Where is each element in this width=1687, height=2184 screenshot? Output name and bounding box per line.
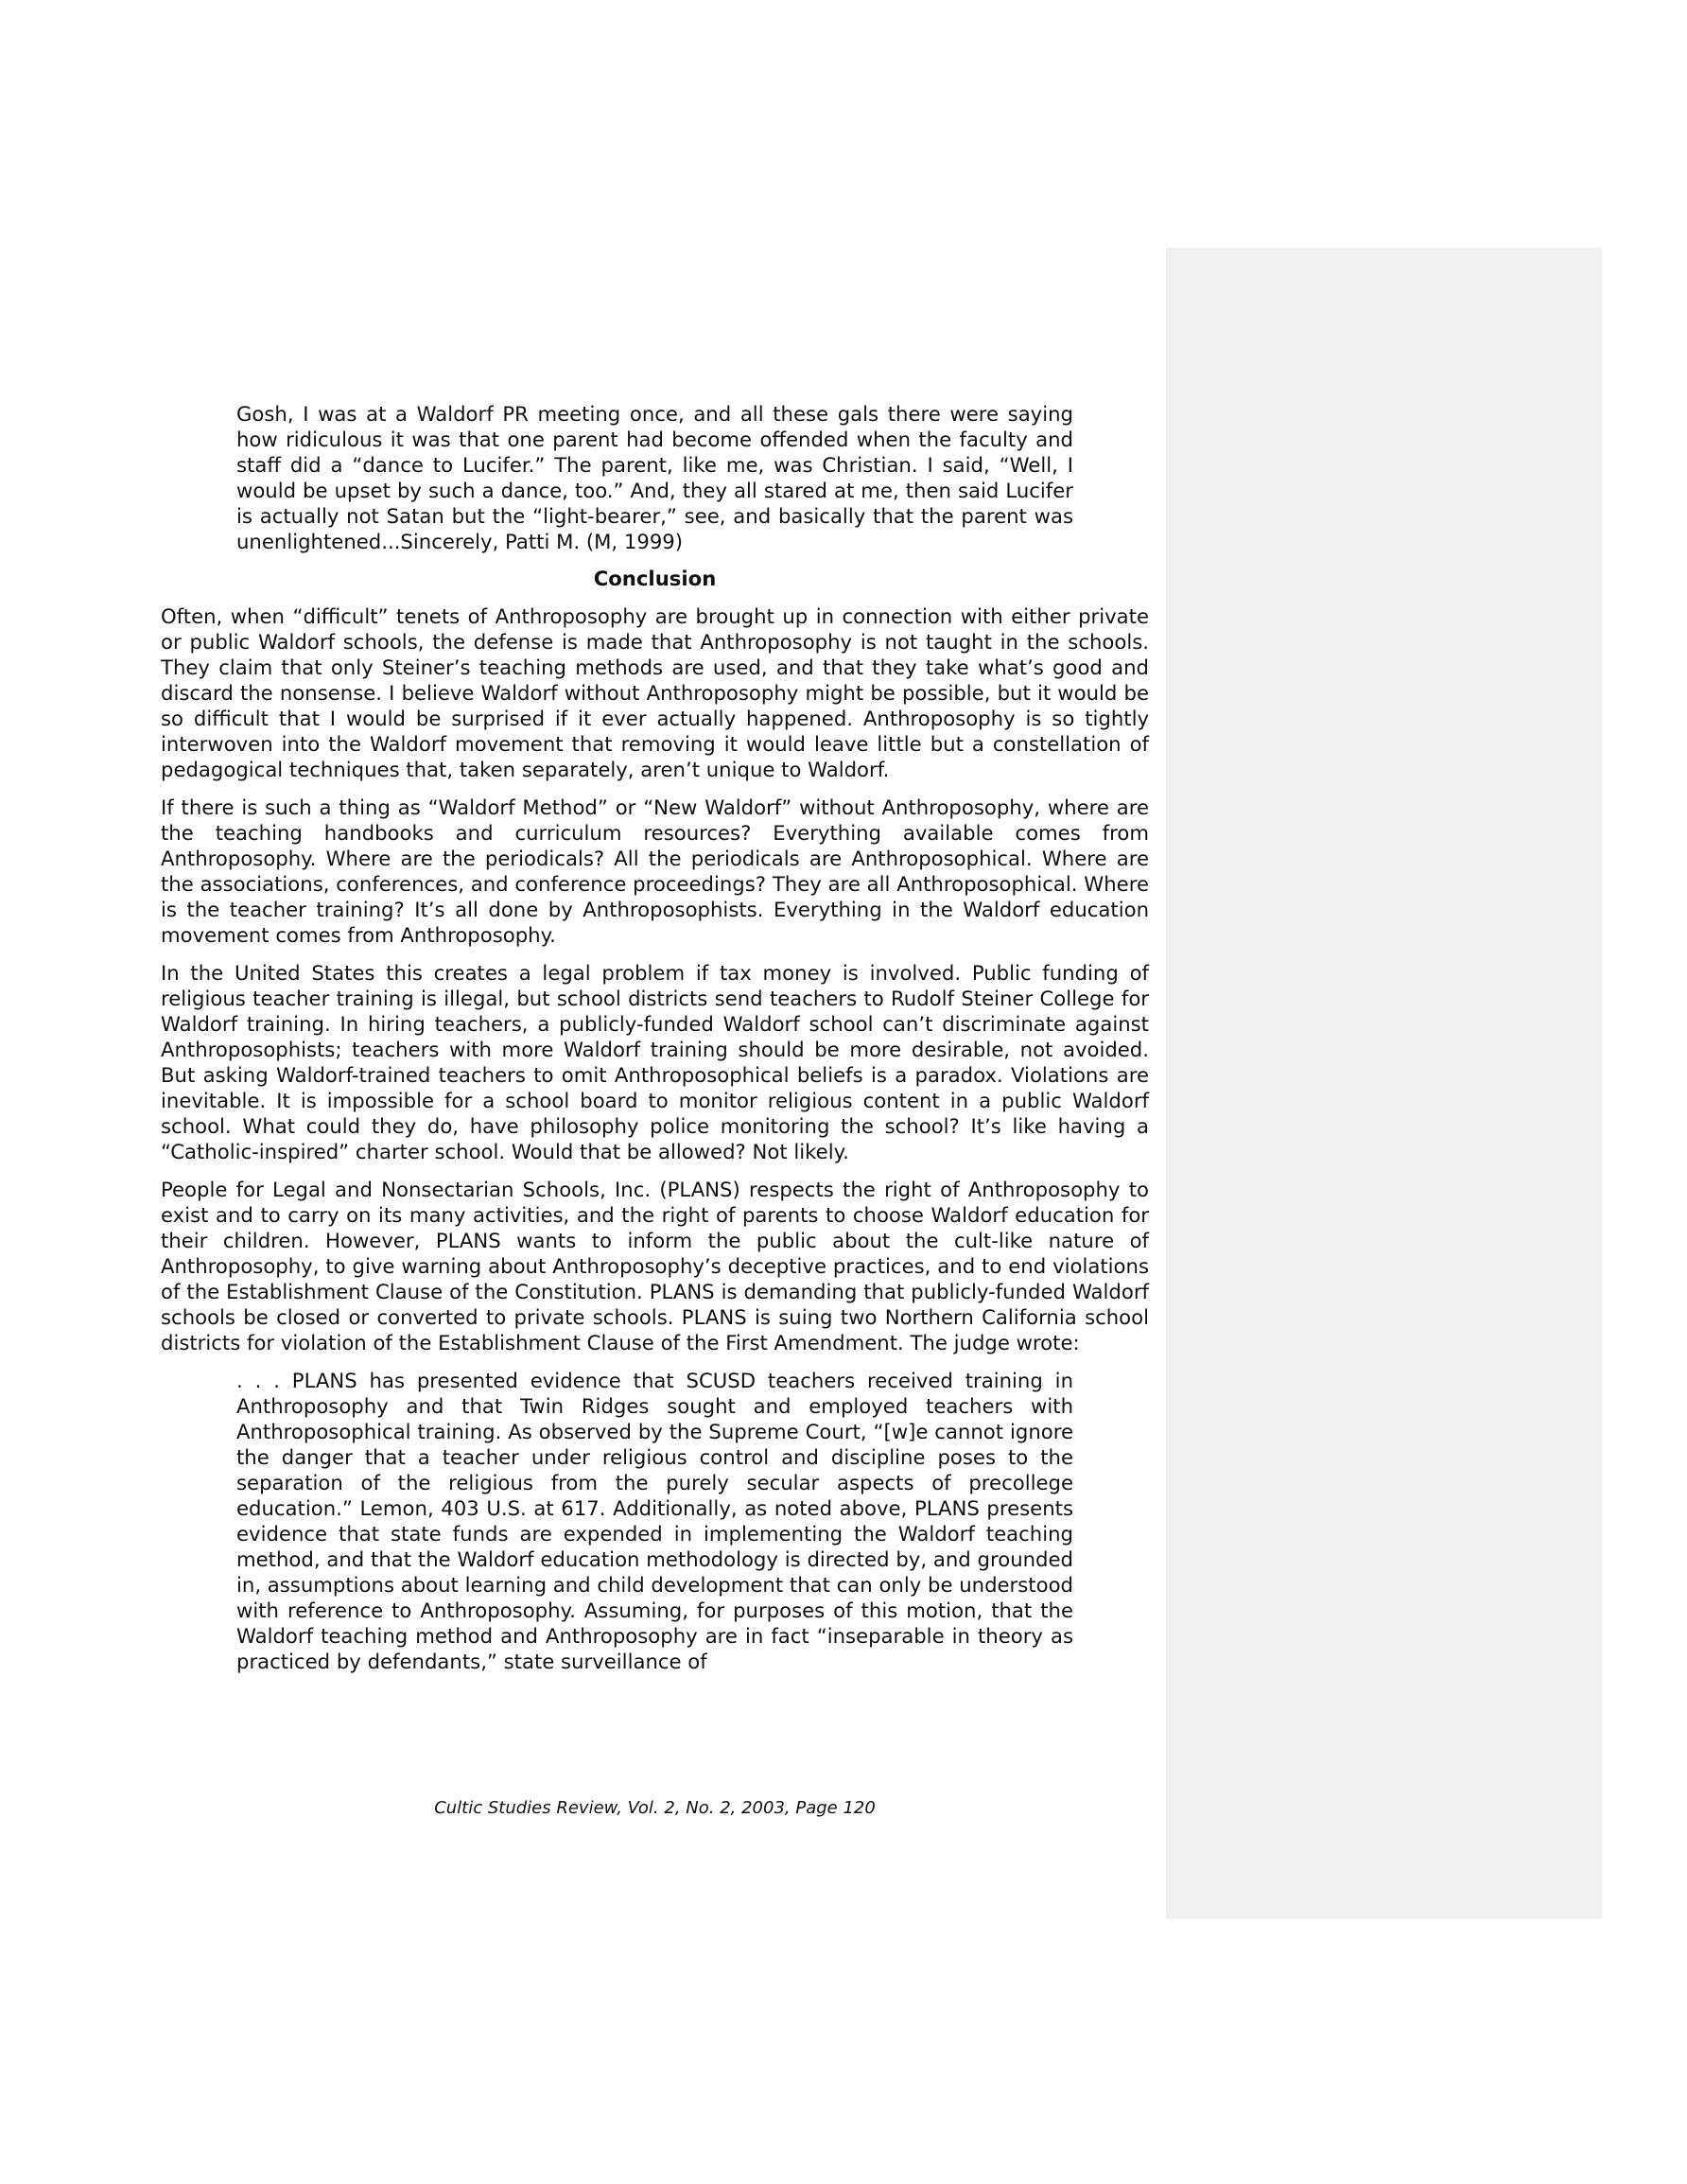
body-paragraph: People for Legal and Nonsectarian Schools, Inc. (PLANS) respects the right of Anthroposophy to exist and to carry on its many activities, and the right of parents to choose Waldorf education for their children. However, PLANS wants to inform the public about the cult-like nature of Anthroposophy, to give warning about Anthroposophy’s deceptive practices, and to end violations of the Establishment Clause of the Constitution. PLANS is demanding that publicly-funded Waldorf schools be closed or converted to private schools. PLANS is suing two Northern California school districts for violation of the Establishment Clause of the First Amendment. The judge wrote: xyxy=(161,1178,1149,1354)
section-heading-conclusion: Conclusion xyxy=(593,567,717,590)
body-paragraph: Often, when “difficult” tenets of Anthroposophy are brought up in connection with either private or public Waldorf schools, the defense is made that Anthroposophy is not taught in the schools. They claim that only Steiner’s teaching methods are used, and that they take what’s good and discard the nonsense. I believe Waldorf without Anthroposophy might be possible, but it would be so difficult that I would be surprised if it ever actually happened. Anthroposophy is so tightly interwoven into the Waldorf movement that removing it would leave little but a constellation of pedagogical techniques that, taken separately, aren’t unique to Waldorf. xyxy=(161,604,1149,781)
opening-block-quote: Gosh, I was at a Waldorf PR meeting once, and all these gals there were saying how ridiculous it was that one parent had become offended when the faculty and staff did a “dance to Lucifer.” The parent, like me, was Christian. I said, “Well, I would be upset by such a dance, too.” And, they all stared at me, then said Lucifer is actually not Satan but the “light-bearer,” see, and basically that the parent was unenlightened...Sincerely, Patti M. (M, 1999) xyxy=(236,402,1073,553)
document-body xyxy=(161,401,1149,1686)
comment-margin-pane xyxy=(1166,248,1602,1919)
body-paragraph: If there is such a thing as “Waldorf Method” or “New Waldorf” without Anthroposophy, where are the teaching handbooks and curriculum resources? Everything available comes from Anthroposophy. Where are the periodicals? All the periodicals are Anthroposophical. Where are the associations, conferences, and conference proceedings? They are all Anthroposophical. Where is the teacher training? It’s all done by Anthroposophists. Everything in the Waldorf education movement comes from Anthroposophy. xyxy=(161,795,1149,947)
body-paragraph: In the United States this creates a legal problem if tax money is involved. Public funding of religious teacher training is illegal, but school districts send teachers to Rudolf Steiner College for Waldorf training. In hiring teachers, a publicly-funded Waldorf school can’t discriminate against Anthroposophists; teachers with more Waldorf training should be more desirable, not avoided. But asking Waldorf-trained teachers to omit Anthroposophical beliefs is a paradox. Violations are inevitable. It is impossible for a school board to monitor religious content in a public Waldorf school. What could they do, have philosophy police monitoring the school? It’s like having a “Catholic-inspired” charter school. Would that be allowed? Not likely. xyxy=(161,961,1149,1163)
page-footer: Cultic Studies Review, Vol. 2, No. 2, 2003, Page 120 xyxy=(434,1798,876,1818)
court-block-quote: . . . PLANS has presented evidence that SCUSD teachers received training in Anthroposophy and that Twin Ridges sought and employed teachers with Anthroposophical training. As observed by the Supreme Court, “[w]e cannot ignore the danger that a teacher under religious control and discipline poses to the separation of the religious from the purely secular aspects of precollege education.” Lemon, 403 U.S. at 617. Additionally, as noted above, PLANS presents evidence that state funds are expended in implementing the Waldorf teaching method, and that the Waldorf education methodology is directed by, and grounded in, assumptions about learning and child development that can only be understood with reference to Anthroposophy. Assuming, for purposes of this motion, that the Waldorf teaching method and Anthroposophy are in fact “inseparable in theory as practiced by defendants,” state surveillance of xyxy=(236,1369,1073,1673)
